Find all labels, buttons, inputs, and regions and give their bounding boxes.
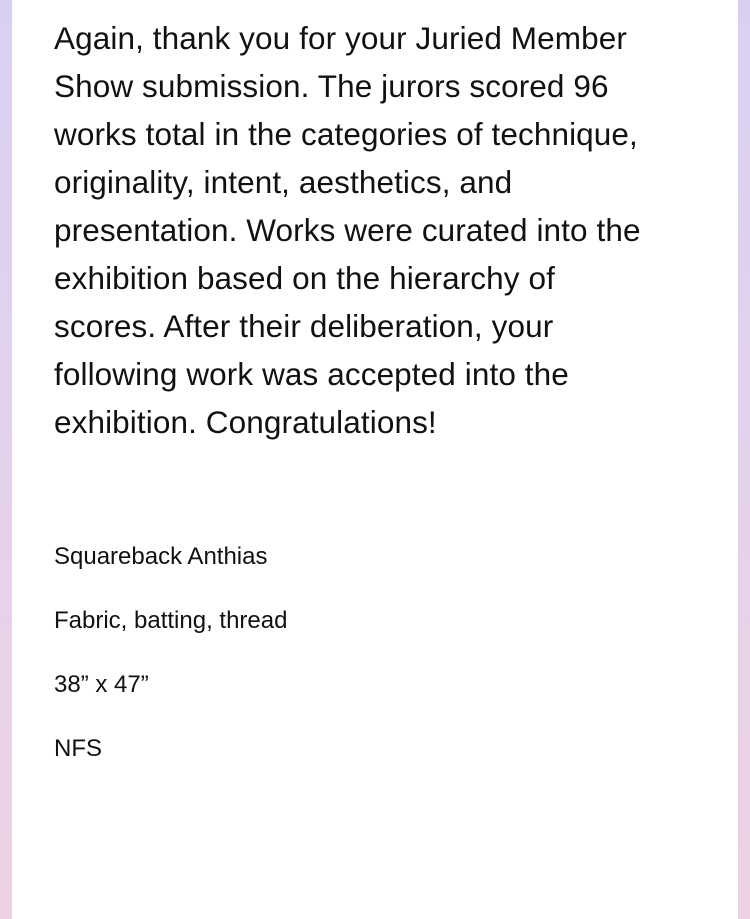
artwork-details bbox=[54, 540, 704, 796]
artwork-dimensions: 38” x 47” bbox=[54, 671, 149, 698]
acceptance-message: Again, thank you for your Juried Member Show submission. The jurors scored 96 works total in the categories of technique, originality, intent, aesthetics, and presentation. Works were curated into the exhibition based on the hierarchy of scores. After their deliberation, your following work was accepted into the exhibition. Congratulations! bbox=[54, 20, 641, 440]
message-card bbox=[12, 0, 738, 919]
artwork-price: NFS bbox=[54, 735, 102, 762]
artwork-materials: Fabric, batting, thread bbox=[54, 607, 288, 634]
artwork-title: Squareback Anthias bbox=[54, 543, 268, 570]
